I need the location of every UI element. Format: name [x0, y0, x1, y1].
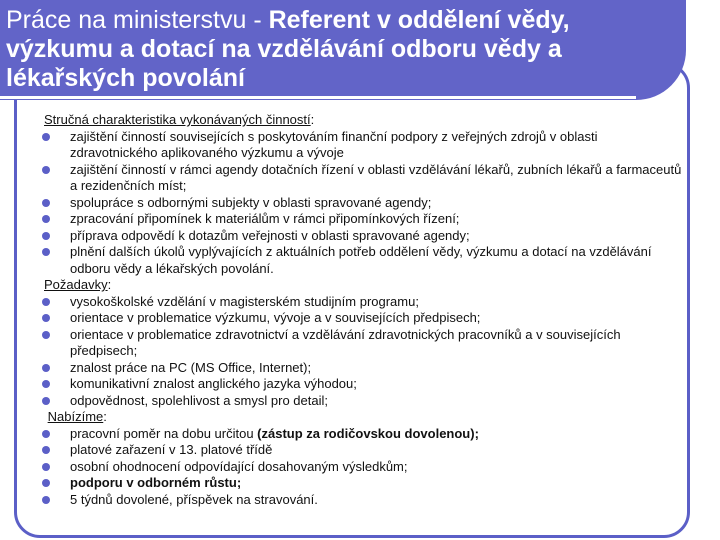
list-item — [44, 211, 684, 228]
list-item-text: komunikativní znalost anglického jazyka výhodou; — [70, 376, 357, 391]
title-part-2: Referent v oddělení vědy, výzkumu a dotací na vzdělávání odboru vědy a lékařských povolání — [6, 6, 570, 92]
offer-heading-row: Nabízíme: — [47, 409, 107, 424]
list-item-text: odpovědnost, spolehlivost a smysl pro detail; — [70, 392, 328, 408]
list-item — [44, 393, 684, 410]
title-part-1: Práce na ministerstvu - — [6, 6, 269, 34]
characteristics-heading-row: Stručná charakteristika vykonávaných činností: — [44, 112, 315, 127]
list-item-text: osobní ohodnocení odpovídající dosahovaným výsledkům; — [70, 458, 408, 474]
bullet-icon — [42, 199, 50, 207]
bullet-icon — [42, 463, 50, 471]
title-bar — [0, 0, 686, 100]
bullet-icon — [42, 166, 50, 174]
list-item — [44, 475, 684, 492]
list-item — [44, 426, 684, 443]
list-item-text: 5 týdnů dovolené, příspěvek na stravování. — [70, 491, 318, 507]
list-item — [44, 162, 684, 195]
title-underline — [0, 96, 636, 99]
offer-heading: Nabízíme — [47, 409, 104, 424]
list-item-text: zpracování připomínek k materiálům v rámci připomínkových řízení; — [70, 211, 460, 226]
bullet-icon — [42, 479, 50, 487]
list-item — [44, 129, 684, 162]
requirements-heading-row: Požadavky: — [44, 277, 112, 292]
list-item — [44, 228, 684, 245]
list-item-text: znalost práce na PC (MS Office, Internet); — [70, 359, 312, 375]
list-item — [44, 294, 684, 311]
list-item-text: pracovní poměr na dobu určitou — [70, 425, 258, 441]
list-item — [44, 327, 684, 360]
bullet-icon — [42, 446, 50, 454]
list-item — [44, 244, 684, 277]
bullet-icon — [42, 133, 50, 141]
list-item-text: platové zařazení v 13. platové třídě — [70, 442, 273, 457]
list-item-text: zajištění činností v rámci agendy dotačních řízení v oblasti vzdělávání lékařů, zubních lékařů a farmaceutů a rezidenčních míst; — [70, 161, 682, 193]
list-item-bold-text: (zástup za rodičovskou dovolenou); — [257, 425, 479, 441]
bullet-icon — [42, 380, 50, 388]
list-item-text: plnění dalších úkolů vyplývajících z aktuálních potřeb oddělení vědy, výzkumu a dotací na vzdělávání odboru vědy a lékařských povolání. — [70, 244, 652, 276]
list-item-bold-text: podporu v odborném růstu; — [70, 475, 242, 490]
list-item-text: příprava odpovědí k dotazům veřejnosti v oblasti spravované agendy; — [70, 227, 470, 243]
list-item — [44, 310, 684, 327]
bullet-icon — [42, 496, 50, 504]
characteristics-heading: Stručná charakteristika vykonávaných činností — [44, 112, 311, 127]
bullet-icon — [42, 248, 50, 256]
bullet-icon — [42, 331, 50, 339]
list-item-text: orientace v problematice zdravotnictví a vzdělávání zdravotnických pracovníků a v souvisejících předpisech; — [70, 326, 621, 358]
slide-title — [6, 6, 666, 93]
list-item-text: zajištění činností souvisejících s poskytováním finanční podpory z veřejných zdrojů v oblasti zdravotnického aplikovaného výzkumu a vývoje — [70, 128, 598, 160]
list-item — [44, 459, 684, 476]
list-item — [44, 376, 684, 393]
requirements-heading: Požadavky — [44, 277, 108, 292]
bullet-icon — [42, 397, 50, 405]
slide-content — [44, 112, 684, 508]
bullet-icon — [42, 298, 50, 306]
list-item — [44, 360, 684, 377]
bullet-icon — [42, 430, 50, 438]
bullet-icon — [42, 314, 50, 322]
list-item — [44, 442, 684, 459]
bullet-icon — [42, 232, 50, 240]
list-item-text: vysokoškolské vzdělání v magisterském studijním programu; — [70, 293, 419, 309]
bullet-icon — [42, 364, 50, 372]
list-item-text: orientace v problematice výzkumu, vývoje a v souvisejících předpisech; — [70, 310, 481, 325]
list-item — [44, 492, 684, 509]
bullet-icon — [42, 215, 50, 223]
list-item — [44, 195, 684, 212]
list-item-text: spolupráce s odbornými subjekty v oblasti spravované agendy; — [70, 194, 432, 210]
